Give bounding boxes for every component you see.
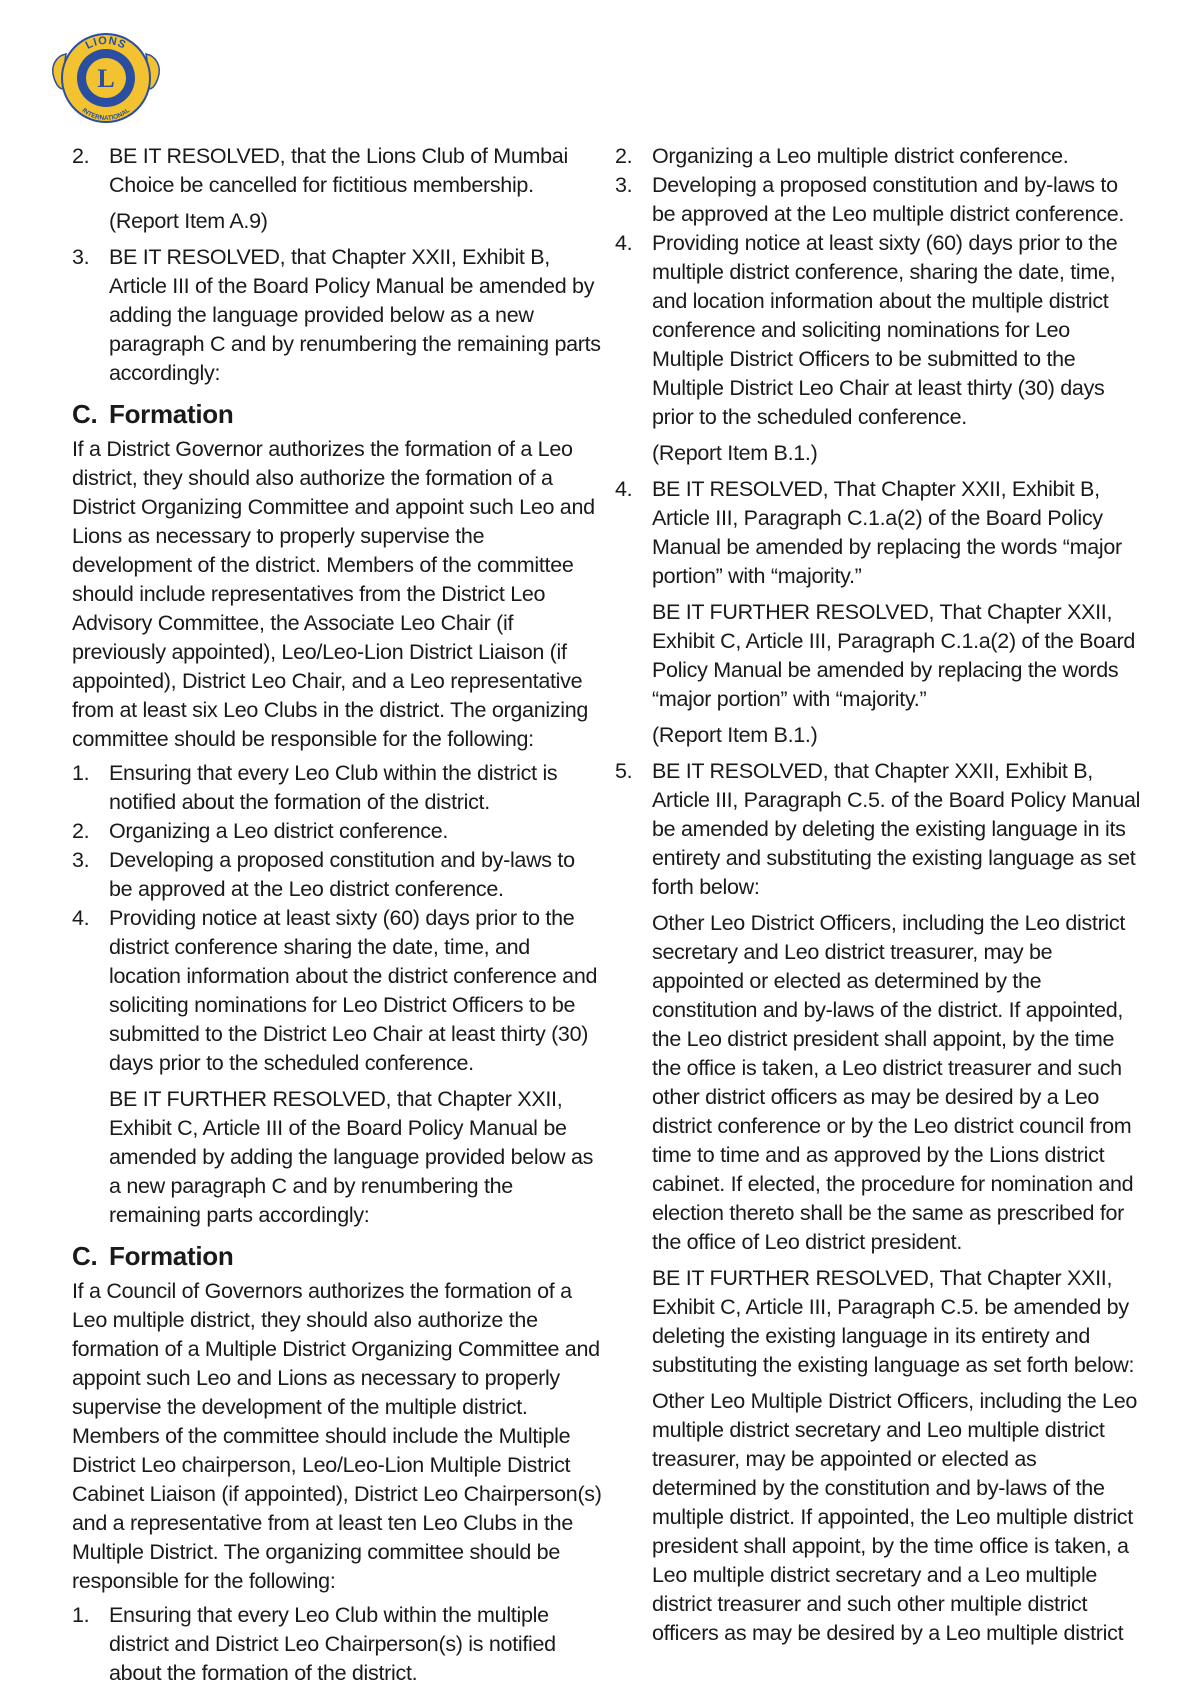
quoted-language: Other Leo District Officers, including the Leo district secretary and Leo district treasurer, may be appointed or elected as determined by the constitution and by-laws of the district. If appointed, the Leo district president shall appoint, by the time the office is taken, a Leo district treasurer and such other district officers as may be desired by a Leo district conference or by the Leo district council from time to time and as approved by the Lions district cabinet. If elected, the procedure for nomination and election thereto shall be the same as prescribed for the office of Leo district president. <box>652 911 1134 1254</box>
report-reference: (Report Item B.1.) <box>652 441 818 465</box>
list-item: 4. Providing notice at least sixty (60) days prior to the multiple district conference, sharing the date, time, and location information about the multiple district conference and soliciting nominations for Leo Multiple District Officers to be submitted to the Multiple District Leo Chair at least thirty (30) days prior to the scheduled conference. <box>615 231 1118 429</box>
list-item: 3. Developing a proposed constitution and by-laws to be approved at the Leo district conference. <box>72 848 575 901</box>
further-resolved: BE IT FURTHER RESOLVED, that Chapter XXII, Exhibit C, Article III of the Board Policy Manual be amended by adding the language provided below as a new paragraph C and by renumbering the remaining parts accordingly: <box>109 1087 594 1227</box>
item-text: BE IT RESOLVED, that Chapter XXII, Exhibit B, Article III of the Board Policy Manual be amended by adding the language provided below as a new paragraph C and by renumbering the remaining parts accordingly: <box>109 245 601 385</box>
list-item: 4. BE IT RESOLVED, That Chapter XXII, Exhibit B, Article III, Paragraph C.1.a(2) of the Board Policy Manual be amended by replacing the words “major portion” with “majority.” <box>615 477 1122 588</box>
list-item: 1. Ensuring that every Leo Club within the multiple district and District Leo Chairperson(s) is notified about the formation of the district. <box>72 1603 556 1685</box>
paragraph: If a Council of Governors authorizes the formation of a Leo multiple district, they should also authorize the formation of a Multiple District Organizing Committee and appoint such Leo and Lions as necessary to properly supervise the development of the multiple district. Members of the committee should include the Multiple District Leo chairperson, Leo/Leo-Lion Multiple District Cabinet Liaison (if appointed), District Leo Chairperson(s) and a representative from at least ten Leo Clubs in the Multiple District. The organizing committee should be responsible for the following: <box>72 1279 602 1593</box>
list-item <box>72 243 602 388</box>
quoted-language: Other Leo Multiple District Officers, including the Leo multiple district secretary and Leo multiple district treasurer, may be appointed or elected as determined by the constitution and by-laws of the multiple district. If appointed, the Leo multiple district president shall appoint, by the time office is taken, a Leo multiple district secretary and a Leo multiple district treasurer and such other multiple district officers as may be desired by a Leo multiple district <box>652 1389 1138 1645</box>
item-number: 2. <box>72 144 90 168</box>
further-resolved: BE IT FURTHER RESOLVED, That Chapter XXII, Exhibit C, Article III, Paragraph C.1.a(2) of the Board Policy Manual be amended by replacing the words “major portion” with “majority.” <box>652 600 1136 711</box>
section-heading: C. Formation <box>72 399 234 429</box>
item-text: BE IT RESOLVED, that the Lions Club of Mumbai Choice be cancelled for fictitious membership. <box>109 144 568 197</box>
list-item <box>72 142 602 200</box>
report-reference: (Report Item B.1.) <box>652 723 818 747</box>
further-resolved: BE IT FURTHER RESOLVED, That Chapter XXII, Exhibit C, Article III, Paragraph C.5. be amended by deleting the existing language in its entirety and substituting the existing language as set forth below: <box>652 1266 1135 1377</box>
svg-text:INTERNATIONAL: INTERNATIONAL <box>80 106 132 123</box>
report-reference: (Report Item A.9) <box>109 209 268 233</box>
list-item: 3. Developing a proposed constitution and by-laws to be approved at the Leo multiple district conference. <box>615 173 1125 226</box>
right-column <box>615 142 1145 1648</box>
lions-international-logo <box>50 26 162 130</box>
section-heading: C. Formation <box>72 1241 234 1271</box>
svg-text:LIONS: LIONS <box>83 34 129 52</box>
item-number: 3. <box>72 245 90 269</box>
left-column <box>72 142 602 1688</box>
list-item: 5. BE IT RESOLVED, that Chapter XXII, Exhibit B, Article III, Paragraph C.5. of the Board Policy Manual be amended by deleting the existing language in its entirety and substituting the existing language as set forth below: <box>615 759 1141 899</box>
list-item: 4. Providing notice at least sixty (60) days prior to the district conference sharing the date, time, and location information about the district conference and soliciting nominations for Leo District Officers to be submitted to the District Leo Chair at least thirty (30) days prior to the scheduled conference. <box>72 906 598 1075</box>
logo-letter: L <box>97 64 115 93</box>
list-item: 2. Organizing a Leo district conference. <box>72 819 449 843</box>
list-item: 2. Organizing a Leo multiple district conference. <box>615 144 1069 168</box>
list-item: 1. Ensuring that every Leo Club within the district is notified about the formation of the district. <box>72 761 558 814</box>
paragraph: If a District Governor authorizes the formation of a Leo district, they should also authorize the formation of a District Organizing Committee and appoint such Leo and Lions as necessary to properly supervise the development of the district. Members of the committee should include representatives from the District Leo Advisory Committee, the Associate Leo Chair (if previously appointed), Leo/Leo-Lion District Liaison (if appointed), District Leo Chair, and a Leo representative from at least six Leo Clubs in the district. The organizing committee should be responsible for the following: <box>72 437 595 751</box>
